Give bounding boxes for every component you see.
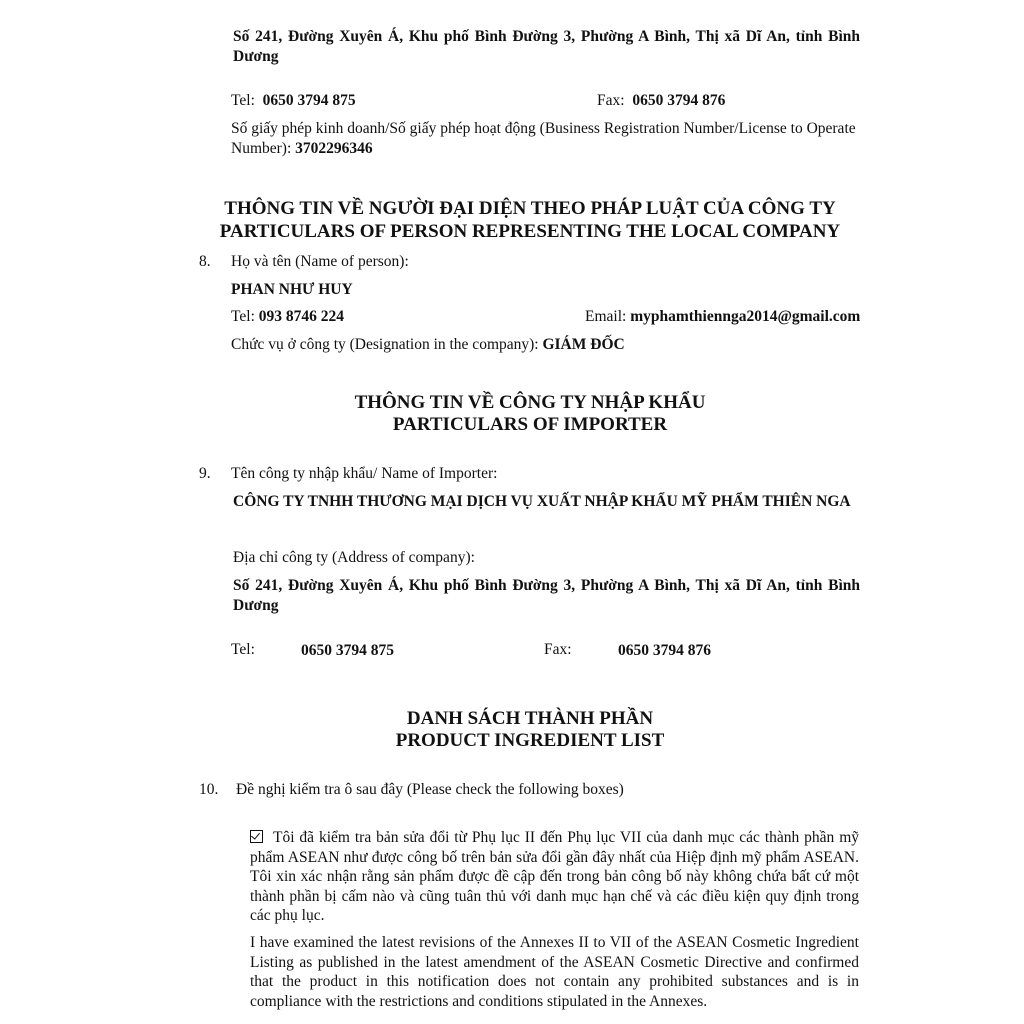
representative-heading-vi: THÔNG TIN VỀ NGƯỜI ĐẠI DIỆN THEO PHÁP LUẬT CỦA CÔNG TY: [224, 198, 836, 219]
statement-vi-block: [250, 828, 859, 926]
representative-name: PHAN NHƯ HUY: [231, 281, 353, 298]
statement-en: I have examined the latest revisions of the Annexes II to VII of the ASEAN Cosmetic Ingredient Listing as published in the latest amendment of the ASEAN Cosmetic Directive and confirmed that the product in this notification does not contain any prohibited substances and is in compliance with the restrictions and conditions stipulated in the Annexes.: [250, 934, 859, 1010]
item-number-10: 10.: [199, 781, 219, 798]
license-label: Số giấy phép kinh doanh/Số giấy phép hoạt động (Business Registration Number/License to Operate Number):: [231, 120, 856, 157]
tel-label: Tel:: [231, 92, 255, 109]
tel-value: 0650 3794 875: [262, 92, 356, 109]
ingredients-heading-vi: DANH SÁCH THÀNH PHẦN: [406, 708, 654, 729]
item-number-8: 8.: [199, 253, 211, 270]
tel-value: 093 8746 224: [258, 308, 345, 325]
designation-value: GIÁM ĐỐC: [542, 336, 625, 353]
importer-name: CÔNG TY TNHH THƯƠNG MẠI DỊCH VỤ XUẤT NHẬP KHẨU MỸ PHẨM THIÊN NGA: [233, 493, 851, 510]
importer-tel-value: 0650 3794 875: [301, 642, 394, 659]
representative-designation: [231, 335, 625, 355]
email-label: Email:: [585, 308, 627, 325]
statement-vi: Tôi đã kiểm tra bản sửa đổi từ Phụ lục II đến Phụ lục VII của danh mục các thành phần mỹ phẩm ASEAN như được công bố trên bản sửa đổi gần đây nhất của Hiệp định mỹ phẩm ASEAN. Tôi xin xác nhận rằng sản phẩm được đề cập đến trong bản công bố này không chứa bất cứ một thành phần bị cấm nào và cũng tuân thủ với danh mục hạn chế và các điều kiện quy định trong các phụ lục.: [250, 829, 859, 924]
representative-email: [585, 307, 860, 327]
importer-tel-label: Tel:: [231, 641, 255, 658]
ingredients-heading-en: PRODUCT INGREDIENT LIST: [395, 730, 665, 751]
ingredients-instruction: Đề nghị kiểm tra ô sau đây (Please check the following boxes): [236, 781, 624, 798]
importer-fax-label: Fax:: [544, 641, 572, 658]
item-number-9: 9.: [199, 465, 211, 482]
representative-tel: [231, 307, 344, 327]
importer-address-label: Địa chỉ công ty (Address of company):: [233, 549, 475, 566]
tel-label: Tel:: [231, 308, 255, 325]
importer-fax-value: 0650 3794 876: [618, 642, 711, 659]
fax-value: 0650 3794 876: [632, 92, 726, 109]
representative-heading-en: PARTICULARS OF PERSON REPRESENTING THE LOCAL COMPANY: [219, 221, 841, 242]
importer-heading-en: PARTICULARS OF IMPORTER: [392, 414, 668, 435]
fax-label: Fax:: [597, 92, 625, 109]
manufacturer-tel: [231, 91, 356, 111]
importer-heading-vi: THÔNG TIN VỀ CÔNG TY NHẬP KHẨU: [354, 392, 706, 413]
importer-address: Số 241, Đường Xuyên Á, Khu phố Bình Đường 3, Phường A Bình, Thị xã Dĩ An, tỉnh Bình Dương: [233, 577, 860, 614]
license-line: [231, 119, 863, 158]
manufacturer-address: Số 241, Đường Xuyên Á, Khu phố Bình Đường 3, Phường A Bình, Thị xã Dĩ An, tỉnh Bình Dương: [233, 28, 860, 65]
representative-name-label: Họ và tên (Name of person):: [231, 253, 409, 270]
manufacturer-fax: [597, 91, 725, 111]
compliance-checkbox[interactable]: [250, 830, 263, 843]
email-value: myphamthiennga2014@gmail.com: [630, 308, 861, 325]
license-value: 3702296346: [295, 139, 373, 157]
designation-label: Chức vụ ở công ty (Designation in the company):: [231, 336, 539, 353]
importer-name-label: Tên công ty nhập khẩu/ Name of Importer:: [231, 465, 498, 482]
